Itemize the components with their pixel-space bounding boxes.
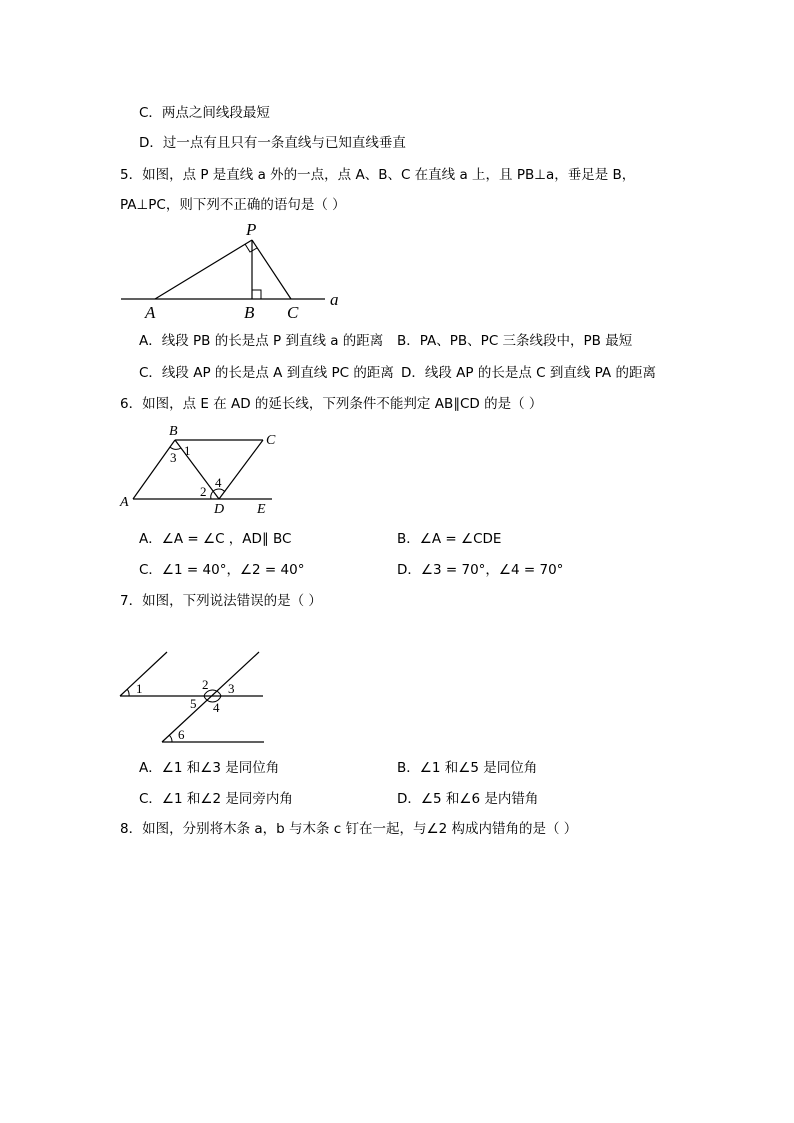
angle-label-3: 3	[228, 681, 235, 696]
angle-label-6: 6	[178, 727, 185, 742]
q5-option-a: A．线段 PB 的长是点 P 到直线 a 的距离	[139, 333, 384, 349]
label-c: C	[266, 433, 276, 448]
q7-stem: 7．如图，下列说法错误的是（ ）	[120, 593, 322, 609]
q6-option-d: D．∠3 = 70°，∠4 = 70°	[397, 562, 564, 578]
label-a: A	[145, 303, 156, 322]
angle-label-2: 2	[202, 677, 209, 692]
angle-label-1: 1	[136, 681, 143, 696]
q7-option-d: D．∠5 和∠6 是内错角	[397, 791, 539, 807]
right-angle-mark-b	[252, 290, 261, 299]
angle-arc-1	[127, 689, 129, 696]
q4-option-d: D．过一点有且只有一条直线与已知直线垂直	[139, 135, 406, 151]
q6-option-b: B．∠A = ∠CDE	[397, 531, 502, 547]
angle-label-4: 4	[213, 700, 220, 715]
label-b: B	[169, 424, 178, 439]
angle-arc-6	[169, 735, 172, 742]
label-d: D	[214, 502, 225, 517]
segment-bd	[175, 440, 219, 499]
segment-cd	[219, 440, 263, 499]
q6-option-a: A．∠A = ∠C ，AD∥ BC	[139, 531, 292, 547]
segment-ab	[133, 440, 175, 499]
q5-option-d: D．线段 AP 的长是点 C 到直线 PA 的距离	[401, 365, 656, 381]
q4-option-c: C．两点之间线段最短	[139, 105, 270, 121]
q7-option-c: C．∠1 和∠2 是同旁内角	[139, 791, 293, 807]
q5-option-b: B．PA、PB、PC 三条线段中，PB 最短	[397, 333, 633, 349]
q7-figure	[115, 648, 270, 748]
angle-label-5: 5	[190, 696, 197, 711]
q7-option-a: A．∠1 和∠3 是同位角	[139, 760, 280, 776]
q5-stem-line1: 5．如图，点 P 是直线 a 外的一点，点 A、B、C 在直线 a 上，且 PB⊥a，垂足是 B，	[120, 167, 636, 183]
label-a: A	[120, 495, 129, 510]
label-b: B	[244, 303, 255, 322]
angle-label-2: 2	[200, 484, 207, 499]
q6-figure	[115, 420, 285, 518]
q5-figure	[115, 218, 365, 324]
q5-stem-line2: PA⊥PC，则下列不正确的语句是（ ）	[120, 197, 346, 213]
segment-ap	[155, 240, 252, 299]
q6-stem: 6．如图，点 E 在 AD 的延长线，下列条件不能判定 AB∥CD 的是（ ）	[120, 396, 543, 412]
label-e: E	[257, 502, 266, 517]
label-p: P	[246, 220, 257, 239]
q7-option-b: B．∠1 和∠5 是同位角	[397, 760, 538, 776]
angle-label-1: 1	[184, 443, 191, 458]
label-c: C	[287, 303, 299, 322]
q5-option-c: C．线段 AP 的长是点 A 到直线 PC 的距离	[139, 365, 394, 381]
q6-option-c: C．∠1 = 40°，∠2 = 40°	[139, 562, 305, 578]
label-a-line: a	[330, 290, 339, 309]
angle-label-4: 4	[215, 475, 222, 490]
angle-label-3: 3	[170, 450, 177, 465]
q8-stem: 8．如图，分别将木条 a，b 与木条 c 钉在一起，与∠2 构成内错角的是（ ）	[120, 821, 578, 837]
line-transversal	[162, 652, 259, 742]
